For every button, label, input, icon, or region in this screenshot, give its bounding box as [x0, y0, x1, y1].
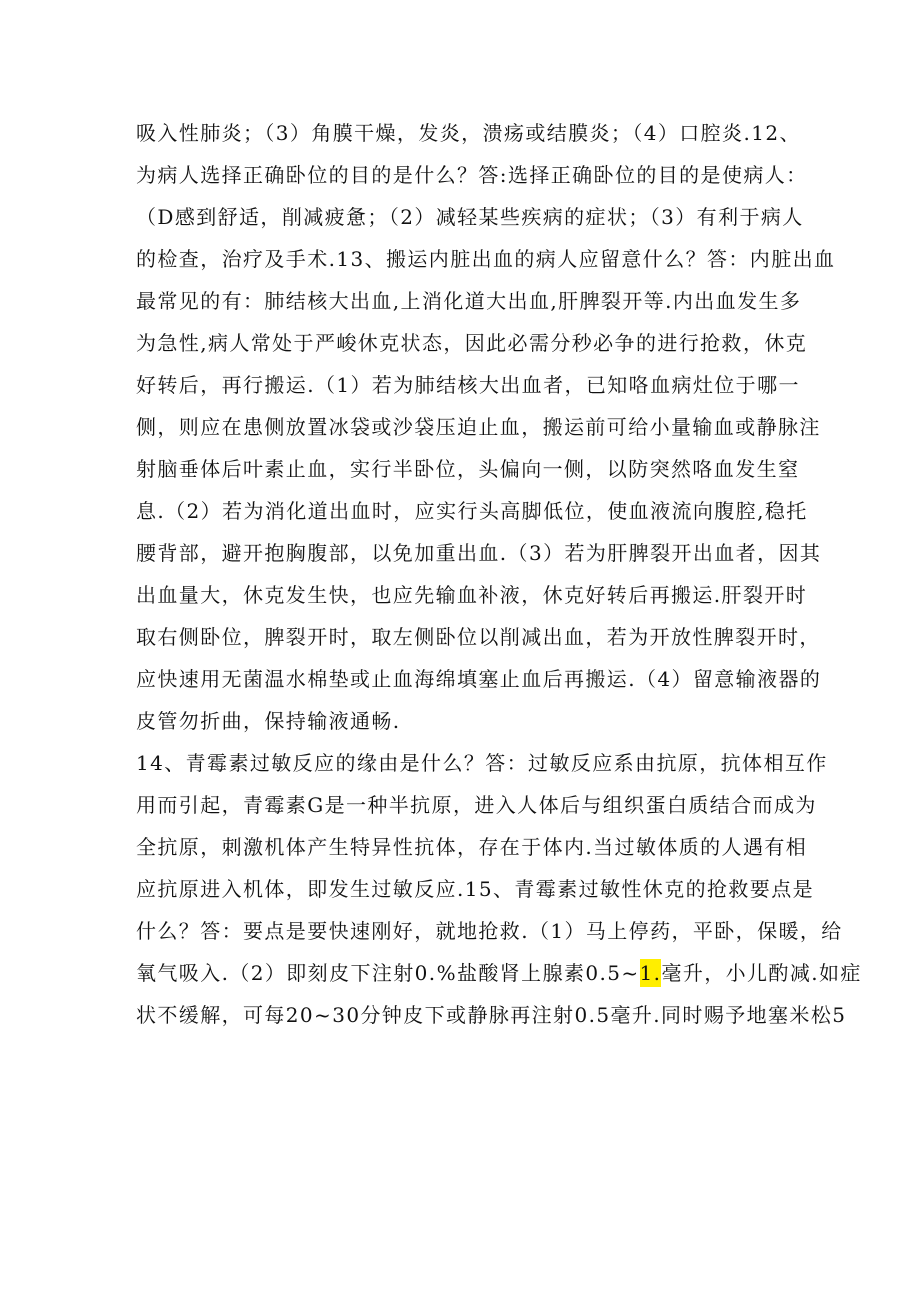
text-line: 皮管勿折曲，保持输液通畅.: [136, 709, 401, 733]
paragraph-2: [136, 742, 862, 1036]
text-line: 为急性,病人常处于严峻休克状态，因此必需分秒必争的进行抢救，休克: [136, 331, 808, 355]
text-line: 应快速用无菌温水棉垫或止血海绵填塞止血后再搬运.（4）留意输液器的: [136, 667, 822, 691]
text-segment: 氧气吸入.（2）即刻皮下注射0.%盐酸肾上腺素0.5~: [136, 961, 640, 985]
text-line: 息.（2）若为消化道出血时，应实行头高脚低位，使血液流向腹腔,稳托: [136, 499, 808, 523]
text-line: 侧，则应在患侧放置冰袋或沙袋压迫止血，搬运前可给小量输血或静脉注: [136, 415, 821, 439]
text-line: 的检查，治疗及手术.13、搬运内脏出血的病人应留意什么？答：内脏出血: [136, 247, 836, 271]
text-line: 腰背部，避开抱胸腹部，以免加重出血.（3）若为肝脾裂开出血者，因其: [136, 541, 822, 565]
text-line: 14、青霉素过敏反应的缘由是什么？答：过敏反应系由抗原，抗体相互作: [136, 751, 828, 775]
text-line: 全抗原，刺激机体产生特异性抗体，存在于体内.当过敏体质的人遇有相: [136, 835, 808, 859]
text-line: 出血量大，休克发生快，也应先输血补液，休克好转后再搬运.肝裂开时: [136, 583, 808, 607]
text-line-with-highlight: [136, 952, 862, 994]
text-line: 吸入性肺炎；（3）角膜干燥，发炎，溃疡或结膜炎；（4）口腔炎.12、: [136, 121, 801, 145]
text-line: （D感到舒适，削减疲惫；（2）减轻某些疾病的症状；（3）有利于病人: [136, 205, 804, 229]
text-segment: 毫升，小儿酌减.如症: [661, 961, 862, 985]
text-line: 状不缓解，可每20~30分钟皮下或静脉再注射0.5毫升.同时赐予地塞米松5: [136, 1003, 847, 1027]
text-line: 最常见的有：肺结核大出血,上消化道大出血,肝脾裂开等.内出血发生多: [136, 289, 802, 313]
document-body: [136, 112, 862, 1036]
text-line: 为病人选择正确卧位的目的是什么？答:选择正确卧位的目的是使病人：: [136, 163, 808, 187]
text-line: 取右侧卧位，脾裂开时，取左侧卧位以削减出血，若为开放性脾裂开时，: [136, 625, 821, 649]
paragraph-1: [136, 112, 836, 742]
text-line: 用而引起，青霉素G是一种半抗原，进入人体后与组织蛋白质结合而成为: [136, 793, 817, 817]
highlighted-text: 1.: [639, 961, 662, 985]
text-line: 射脑垂体后叶素止血，实行半卧位，头偏向一侧，以防突然咯血发生窒: [136, 457, 800, 481]
text-line: 什么？答：要点是要快速刚好，就地抢救.（1）马上停药，平卧，保暖，给: [136, 919, 843, 943]
text-line: 好转后，再行搬运.（1）若为肺结核大出血者，已知咯血病灶位于哪一: [136, 373, 800, 397]
text-line: 应抗原进入机体，即发生过敏反应.15、青霉素过敏性休克的抢救要点是: [136, 877, 815, 901]
